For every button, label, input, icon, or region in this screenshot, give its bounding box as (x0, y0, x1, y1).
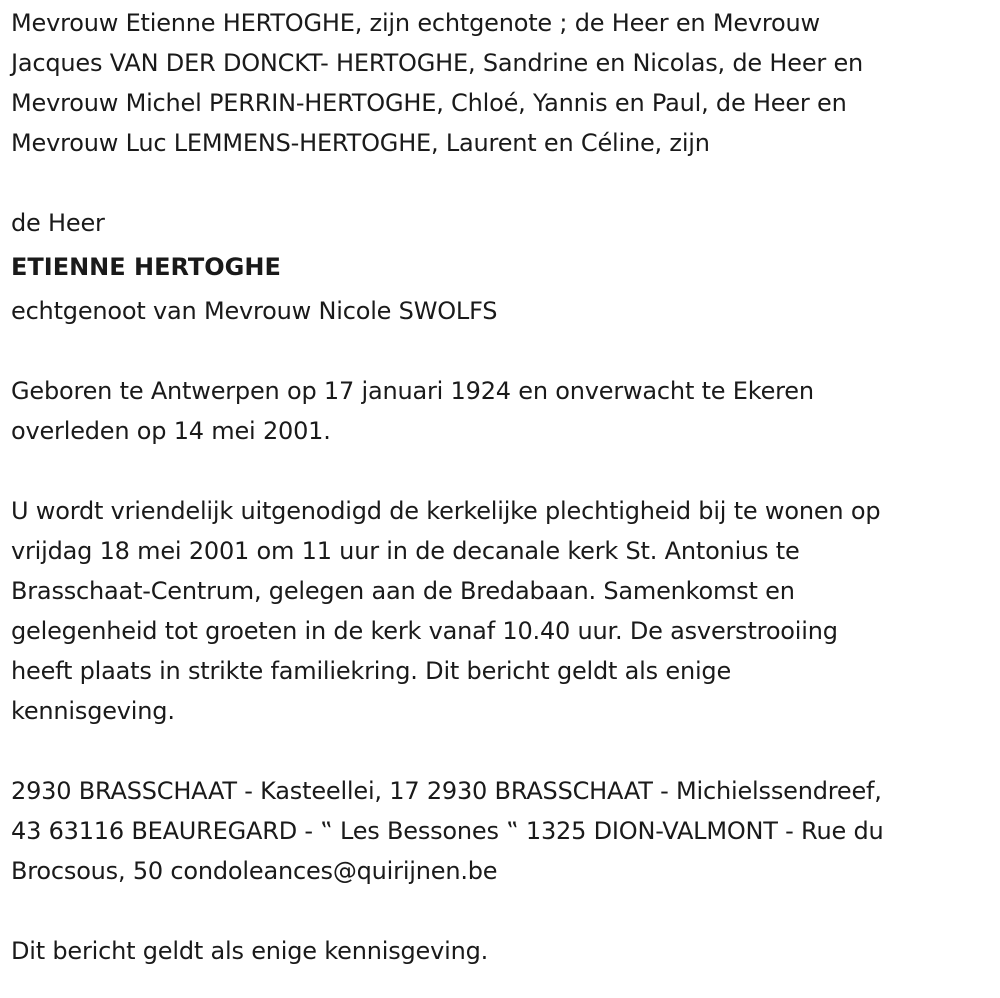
address-line-2: 43 63116 BEAUREGARD - ‟ Les Bessones ‟ 1325 DION-VALMONT - Rue du (11, 817, 884, 845)
ceremony-line-2: vrijdag 18 mei 2001 om 11 uur in de decanale kerk St. Antonius te (11, 537, 800, 565)
family-announcement (11, 3, 996, 163)
address-line-1: 2930 BRASSCHAAT - Kasteellei, 17 2930 BRASSCHAAT - Michielssendreef, (11, 777, 882, 805)
spacer (11, 891, 996, 931)
family-line-1: Mevrouw Etienne HERTOGHE, zijn echtgenote ; de Heer en Mevrouw (11, 9, 820, 37)
spacer (11, 451, 996, 491)
addresses (11, 771, 996, 891)
ceremony-line-6: kennisgeving. (11, 697, 175, 725)
spacer (11, 163, 996, 203)
closing-note: Dit bericht geldt als enige kennisgeving. (11, 937, 489, 965)
deceased-name: ETIENNE HERTOGHE (11, 253, 281, 281)
obituary-document (11, 3, 996, 971)
salutation: de Heer (11, 209, 105, 237)
ceremony-line-3: Brasschaat-Centrum, gelegen aan de Bredabaan. Samenkomst en (11, 577, 795, 605)
birth-death-line-1: Geboren te Antwerpen op 17 januari 1924 en onverwacht te Ekeren (11, 377, 814, 405)
birth-death-info (11, 371, 996, 451)
address-line-3: Brocsous, 50 condoleances@quirijnen.be (11, 857, 498, 885)
ceremony-info (11, 491, 996, 731)
family-line-2: Jacques VAN DER DONCKT- HERTOGHE, Sandrine en Nicolas, de Heer en (11, 49, 864, 77)
ceremony-line-5: heeft plaats in strikte familiekring. Dit bericht geldt als enige (11, 657, 732, 685)
spacer (11, 331, 996, 371)
family-line-3: Mevrouw Michel PERRIN-HERTOGHE, Chloé, Yannis en Paul, de Heer en (11, 89, 847, 117)
ceremony-line-4: gelegenheid tot groeten in de kerk vanaf 10.40 uur. De asverstrooiing (11, 617, 838, 645)
birth-death-line-2: overleden op 14 mei 2001. (11, 417, 331, 445)
family-line-4: Mevrouw Luc LEMMENS-HERTOGHE, Laurent en Céline, zijn (11, 129, 710, 157)
ceremony-line-1: U wordt vriendelijk uitgenodigd de kerkelijke plechtigheid bij te wonen op (11, 497, 881, 525)
spouse-line: echtgenoot van Mevrouw Nicole SWOLFS (11, 297, 498, 325)
spacer (11, 731, 996, 771)
